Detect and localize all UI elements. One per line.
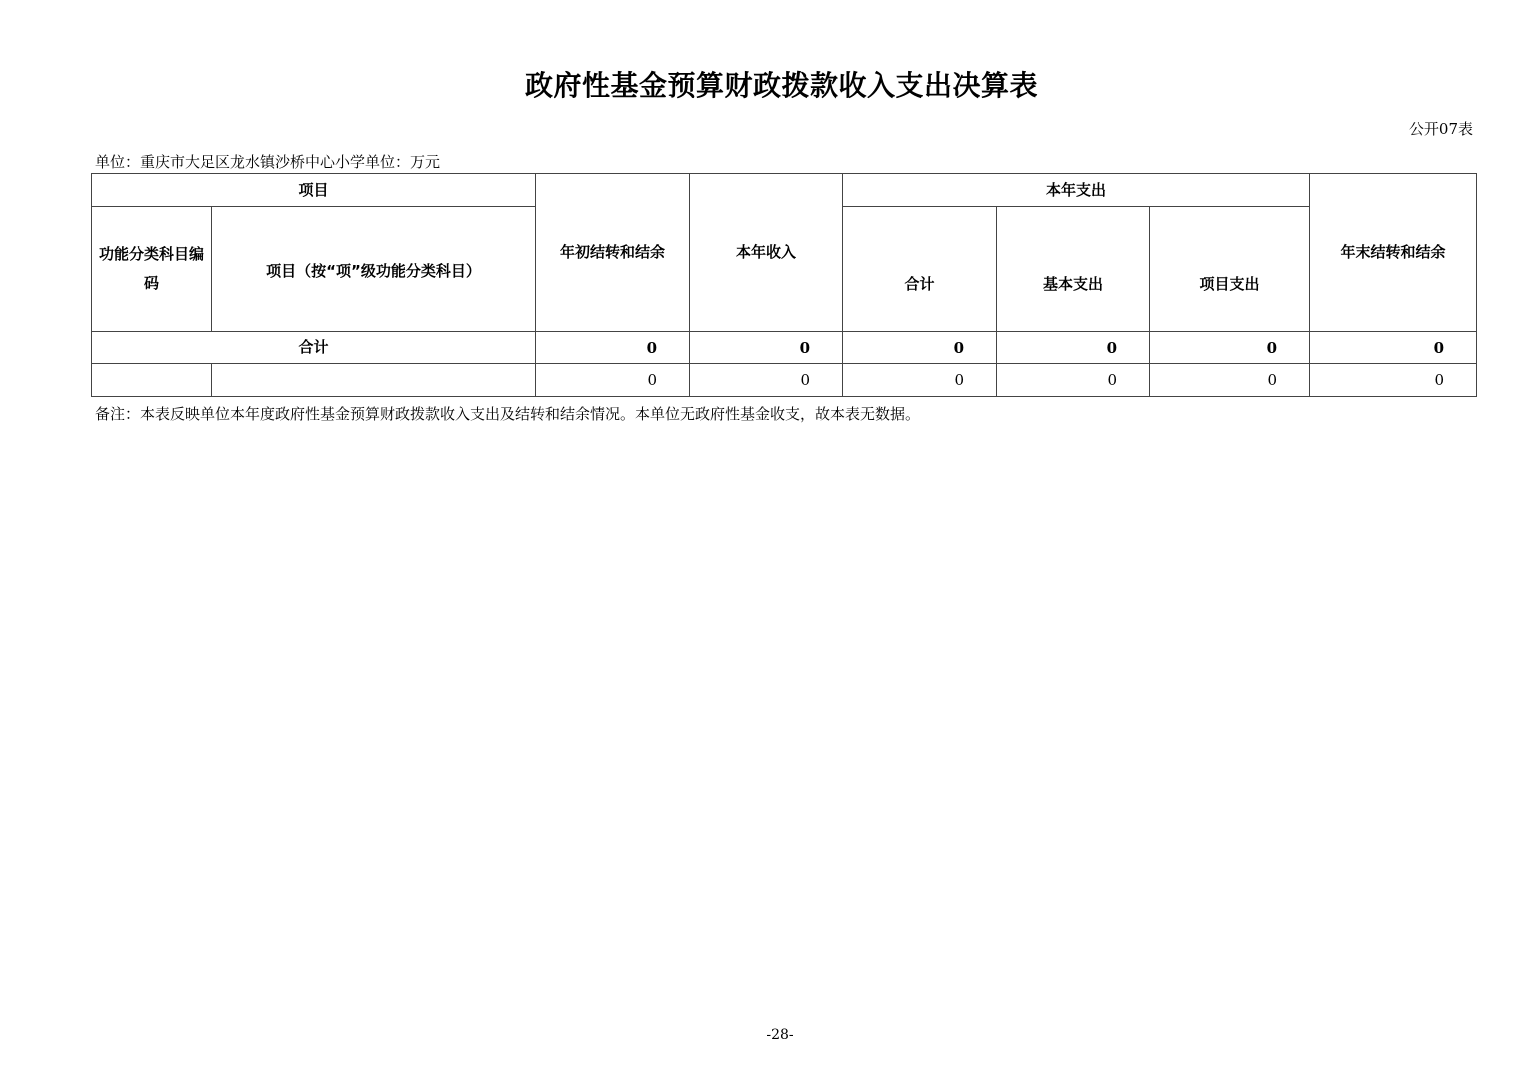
header-expense-total: 合计	[843, 207, 997, 332]
row-opening-balance: 0	[536, 364, 690, 397]
budget-table	[91, 173, 1477, 397]
total-row	[92, 332, 1477, 364]
total-closing-balance: 0	[1310, 332, 1477, 364]
total-project-expense: 0	[1150, 332, 1310, 364]
total-expense-total: 0	[843, 332, 997, 364]
footnote: 备注：本表反映单位本年度政府性基金预算财政拨款收入支出及结转和结余情况。本单位无政府性基金收支，故本表无数据。	[95, 405, 921, 423]
header-closing-balance: 年末结转和结余	[1310, 174, 1477, 332]
table-row	[92, 364, 1477, 397]
header-income: 本年收入	[690, 174, 843, 332]
row-name	[212, 364, 536, 397]
row-closing-balance: 0	[1310, 364, 1477, 397]
page-number: -28-	[766, 1027, 794, 1043]
header-func-code: 功能分类科目编码	[92, 207, 212, 332]
row-basic-expense: 0	[997, 364, 1150, 397]
table-number: 公开07表	[1408, 120, 1473, 138]
total-income: 0	[690, 332, 843, 364]
unit-line: 单位：重庆市大足区龙水镇沙桥中心小学单位：万元	[95, 153, 441, 171]
header-basic-expense: 基本支出	[997, 207, 1150, 332]
row-project-expense: 0	[1150, 364, 1310, 397]
header-expense-group: 本年支出	[843, 174, 1310, 207]
row-code	[92, 364, 212, 397]
total-label: 合计	[92, 332, 536, 364]
header-project: 项目	[92, 174, 536, 207]
header-project-expense: 项目支出	[1150, 207, 1310, 332]
total-opening-balance: 0	[536, 332, 690, 364]
header-opening-balance: 年初结转和结余	[536, 174, 690, 332]
header-project-item: 项目（按“项”级功能分类科目）	[212, 207, 536, 332]
row-expense-total: 0	[843, 364, 997, 397]
row-income: 0	[690, 364, 843, 397]
total-basic-expense: 0	[997, 332, 1150, 364]
report-title: 政府性基金预算财政拨款收入支出决算表	[524, 69, 1038, 102]
